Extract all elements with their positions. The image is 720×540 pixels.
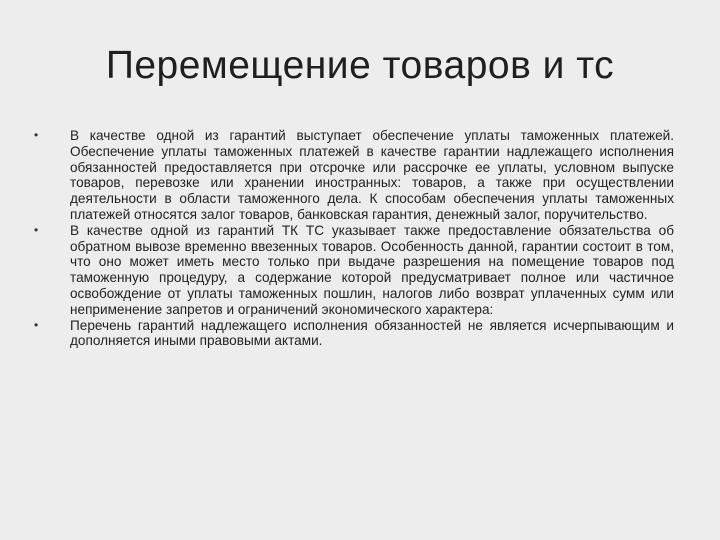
slide-title: Перемещение товаров и тс bbox=[105, 44, 615, 87]
bullet-list bbox=[34, 128, 674, 349]
bullet-dot-icon: • bbox=[34, 317, 39, 332]
bullet-text: В качестве одной из гарантий выступает обеспечение уплаты таможенных платежей. Обеспечение уплаты таможенных платежей в качестве гарантии надлежащего исполнения обязанностей предоставляется при отсрочке или рассрочке ее уплаты, условном выпуске товаров, перевозке или хранении иностранных: товаров, а также при осуществлении деятельности в области таможенного дела. К способам обеспечения уплаты таможенных платежей относятся залог товаров, банковская гарантия, денежный залог, поручительство. bbox=[70, 128, 674, 222]
bullet-text: Перечень гарантий надлежащего исполнения обязанностей не является исчерпывающим и дополняется иными правовыми актами. bbox=[70, 317, 674, 349]
bullet-item-guarantee-list bbox=[34, 318, 674, 350]
bullet-item-guarantee-payment bbox=[34, 128, 674, 223]
bullet-dot-icon: • bbox=[34, 128, 39, 142]
bullet-item-reexport-obligation bbox=[34, 223, 674, 318]
bullet-dot-icon: • bbox=[34, 222, 39, 237]
bullet-text: В качестве одной из гарантий ТК ТС указывает также предоставление обязательства об обратном вывозе временно ввезенных товаров. Особенность данной, гарантии состоит в том, что оно может иметь место только при выдаче разрешения на помещение товаров под таможенную процедуру, а содержание которой предусматривает полное или частичное освобождение от уплаты таможенных пошлин, налогов либо возврат уплаченных сумм или неприменение запретов и ограничений экономического характера: bbox=[70, 222, 674, 317]
